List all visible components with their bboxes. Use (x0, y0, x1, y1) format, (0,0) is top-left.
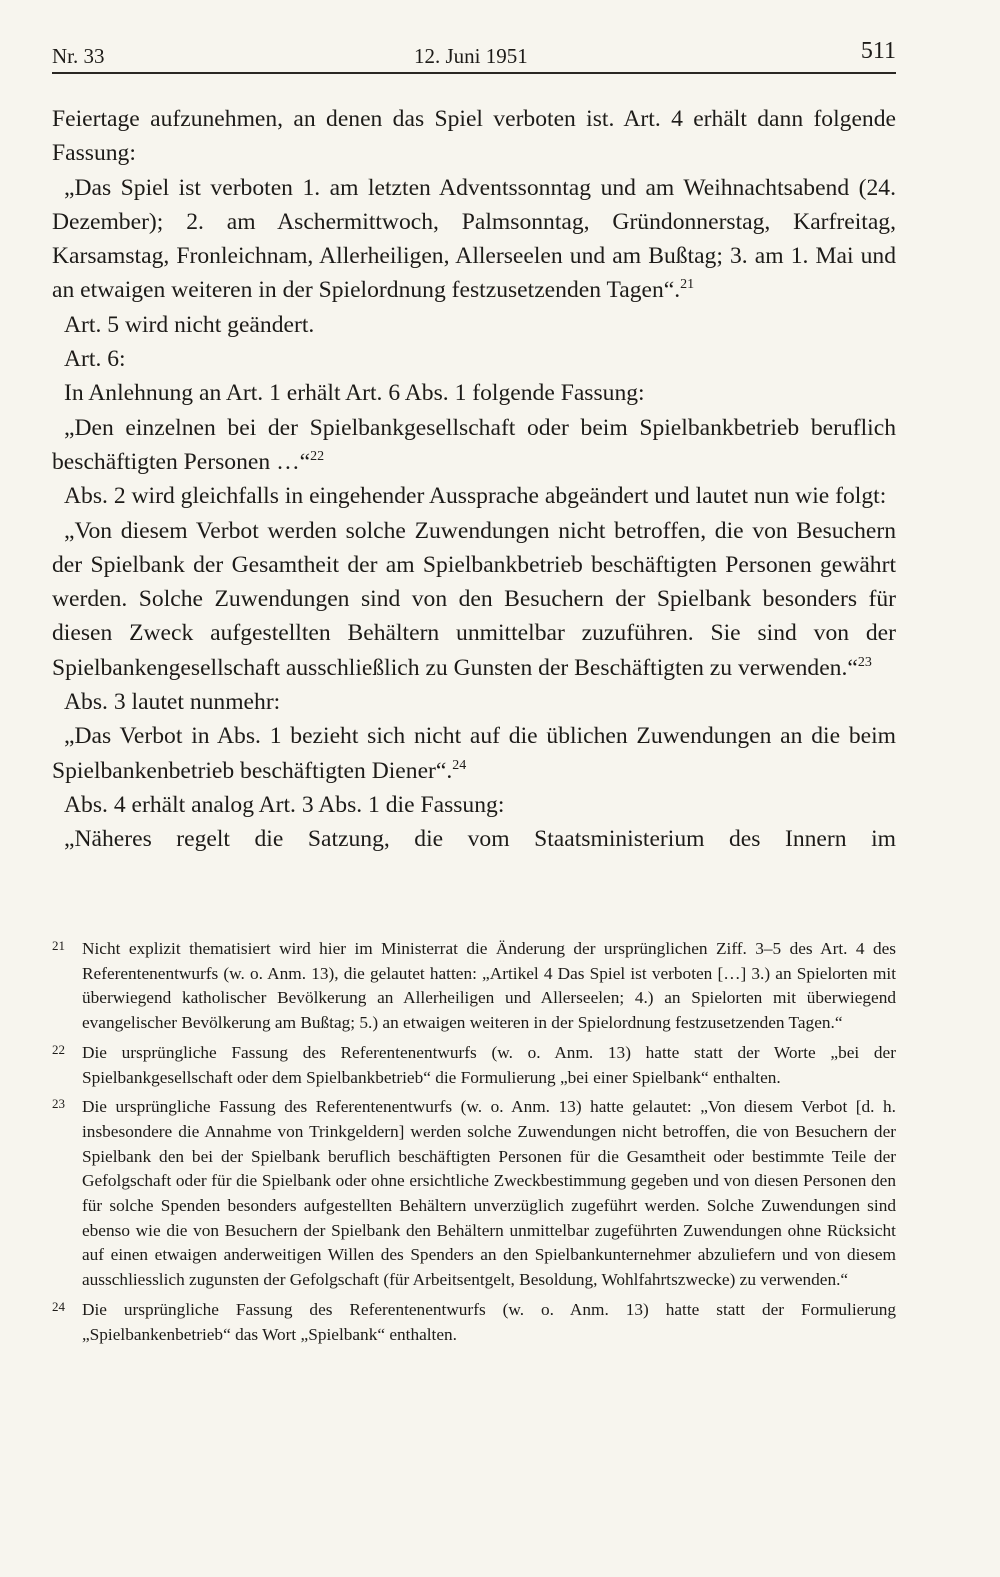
footnote-text: Nicht explizit thematisiert wird hier im Ministerrat die Änderung der ursprünglichen Ziff. 3–5 des Art. 4 des Referentenentwurfs (w. o. Anm. 13), die gelautet hatten: „Artikel 4 Das Spiel ist verboten […] 3.) an Spielorten mit überwiegend katholischer Bevölkerung an Allerheiligen und Allerseelen; 4.) an Spielorten mit überwiegend evangelischer Bevölkerung am Bußtag; 5.) an etwaigen weiteren in der Spielordnung festzusetzenden Tagen.“ (82, 939, 896, 1033)
footnotes (52, 937, 896, 1352)
header-rule (52, 72, 896, 74)
footnote-number: 21 (52, 938, 65, 953)
footnote-ref[interactable]: 21 (680, 277, 695, 293)
footnote-number: 23 (52, 1096, 65, 1112)
paragraph: Abs. 3 lautet nunmehr: (64, 689, 281, 716)
session-date: 12. Juni 1951 (414, 44, 528, 68)
paragraph: Art. 5 wird nicht geändert. (64, 311, 315, 338)
paragraph: Abs. 2 wird gleichfalls in eingehender Aussprache abgeändert und lautet nun wie folgt: (64, 483, 887, 510)
body-text (52, 102, 896, 857)
paragraph: Feiertage aufzunehmen, an denen das Spiel verboten ist. Art. 4 erhält dann folgende Fassung: (52, 106, 896, 167)
footnote-number: 22 (52, 1041, 65, 1057)
footnote-21 (52, 937, 896, 1036)
quote-paragraph: „Von diesem Verbot werden solche Zuwendungen nicht betroffen, die von Besuchern der Spielbank der Gesamtheit der am Spielbankbetrieb beschäftigten Personen gewährt werden. Solche Zuwendungen sind von den Besuchern der Spielbank besonders für diesen Zweck aufgestellten Behältern unmittelbar zuzuführen. Sie sind von der Spielbankengesellschaft ausschließlich zu Gunsten der Beschäftigten zu verwenden.“$^{23}$ (52, 517, 896, 681)
paragraph: In Anlehnung an Art. 1 erhält Art. 6 Abs. 1 folgende Fassung: (64, 380, 645, 407)
footnote-23 (52, 1095, 896, 1293)
footnote-ref[interactable]: 23 (857, 654, 872, 670)
footnote-ref[interactable]: 22 (310, 448, 325, 464)
footnote-text: Die ursprüngliche Fassung des Referentenentwurfs (w. o. Anm. 13) hatte statt der Worte „bei der Spielbankgesellschaft oder dem Spielbankbetrieb“ die Formulierung „bei einer Spielbank“ enthalten. (82, 1042, 896, 1087)
running-head (52, 38, 896, 72)
quote-paragraph: „Das Verbot in Abs. 1 bezieht sich nicht auf die üblichen Zuwendungen an die beim Spielbankenbetrieb beschäftigten Diener“.$^{24}$ (52, 723, 896, 784)
footnote-22 (52, 1041, 896, 1090)
paragraph: Art. 6: (64, 346, 126, 373)
quote-paragraph: „Das Spiel ist verboten 1. am letzten Adventssonntag und am Weihnachtsabend (24. Dezember); 2. am Aschermittwoch, Palmsonntag, Gründonnerstag, Karfreitag, Karsamstag, Fronleichnam, Allerheiligen, Allerseelen und am Bußtag; 3. am 1. Mai und an etwaigen weiteren in der Spielordnung festzusetzenden Tagen“.$^{21}$ (52, 174, 896, 304)
footnote-text: Die ursprüngliche Fassung des Referentenentwurfs (w. o. Anm. 13) hatte gelautet: „Von diesem Verbot [d. h. insbesondere die Annahme von Trinkgeldern] werden solche Zuwendungen nicht betroffen, die von Besuchern der Spielbank den bei der Spielbank beruflich beschäftigten Personen für die Gesamtheit oder bestimmte Teile der Gefolgschaft oder für die Spielbank oder ohne ersichtliche Zweckbestimmung gegeben und von diesen Personen den für solche Spenden besonders aufgestellten Behältern unverzüglich zugeführt werden. Solche Zuwendungen sind ebenso wie die von Besuchern der Spielbank den Behältern unmittelbar zugeführten Zuwendungen ohne Rücksicht auf einen etwaigen anderweitigen Willen des Spenders an den Spielbankunternehmer abzuliefern und von diesem ausschliesslich zugunsten der Gefolgschaft (für Arbeitsentgelt, Besoldung, Wohlfahrtszwecke) zu verwenden.“ (82, 1097, 896, 1290)
footnote-24 (52, 1298, 896, 1347)
issue-number: Nr. 33 (52, 44, 105, 68)
quote-paragraph: „Den einzelnen bei der Spielbankgesellschaft oder beim Spielbankbetrieb beruflich beschäftigten Personen …“$^{22}$ (52, 414, 896, 475)
page-number: 511 (860, 38, 896, 64)
footnote-text: Die ursprüngliche Fassung des Referentenentwurfs (w. o. Anm. 13) hatte statt der Formulierung „Spielbankenbetrieb“ das Wort „Spielbank“ enthalten. (82, 1299, 896, 1344)
paragraph: Abs. 4 erhält analog Art. 3 Abs. 1 die Fassung: (64, 791, 505, 818)
quote-paragraph: „Näheres regelt die Satzung, die vom Staatsministerium des Innern im (64, 826, 896, 853)
footnote-ref[interactable]: 24 (452, 757, 467, 773)
footnote-number: 24 (52, 1298, 65, 1314)
